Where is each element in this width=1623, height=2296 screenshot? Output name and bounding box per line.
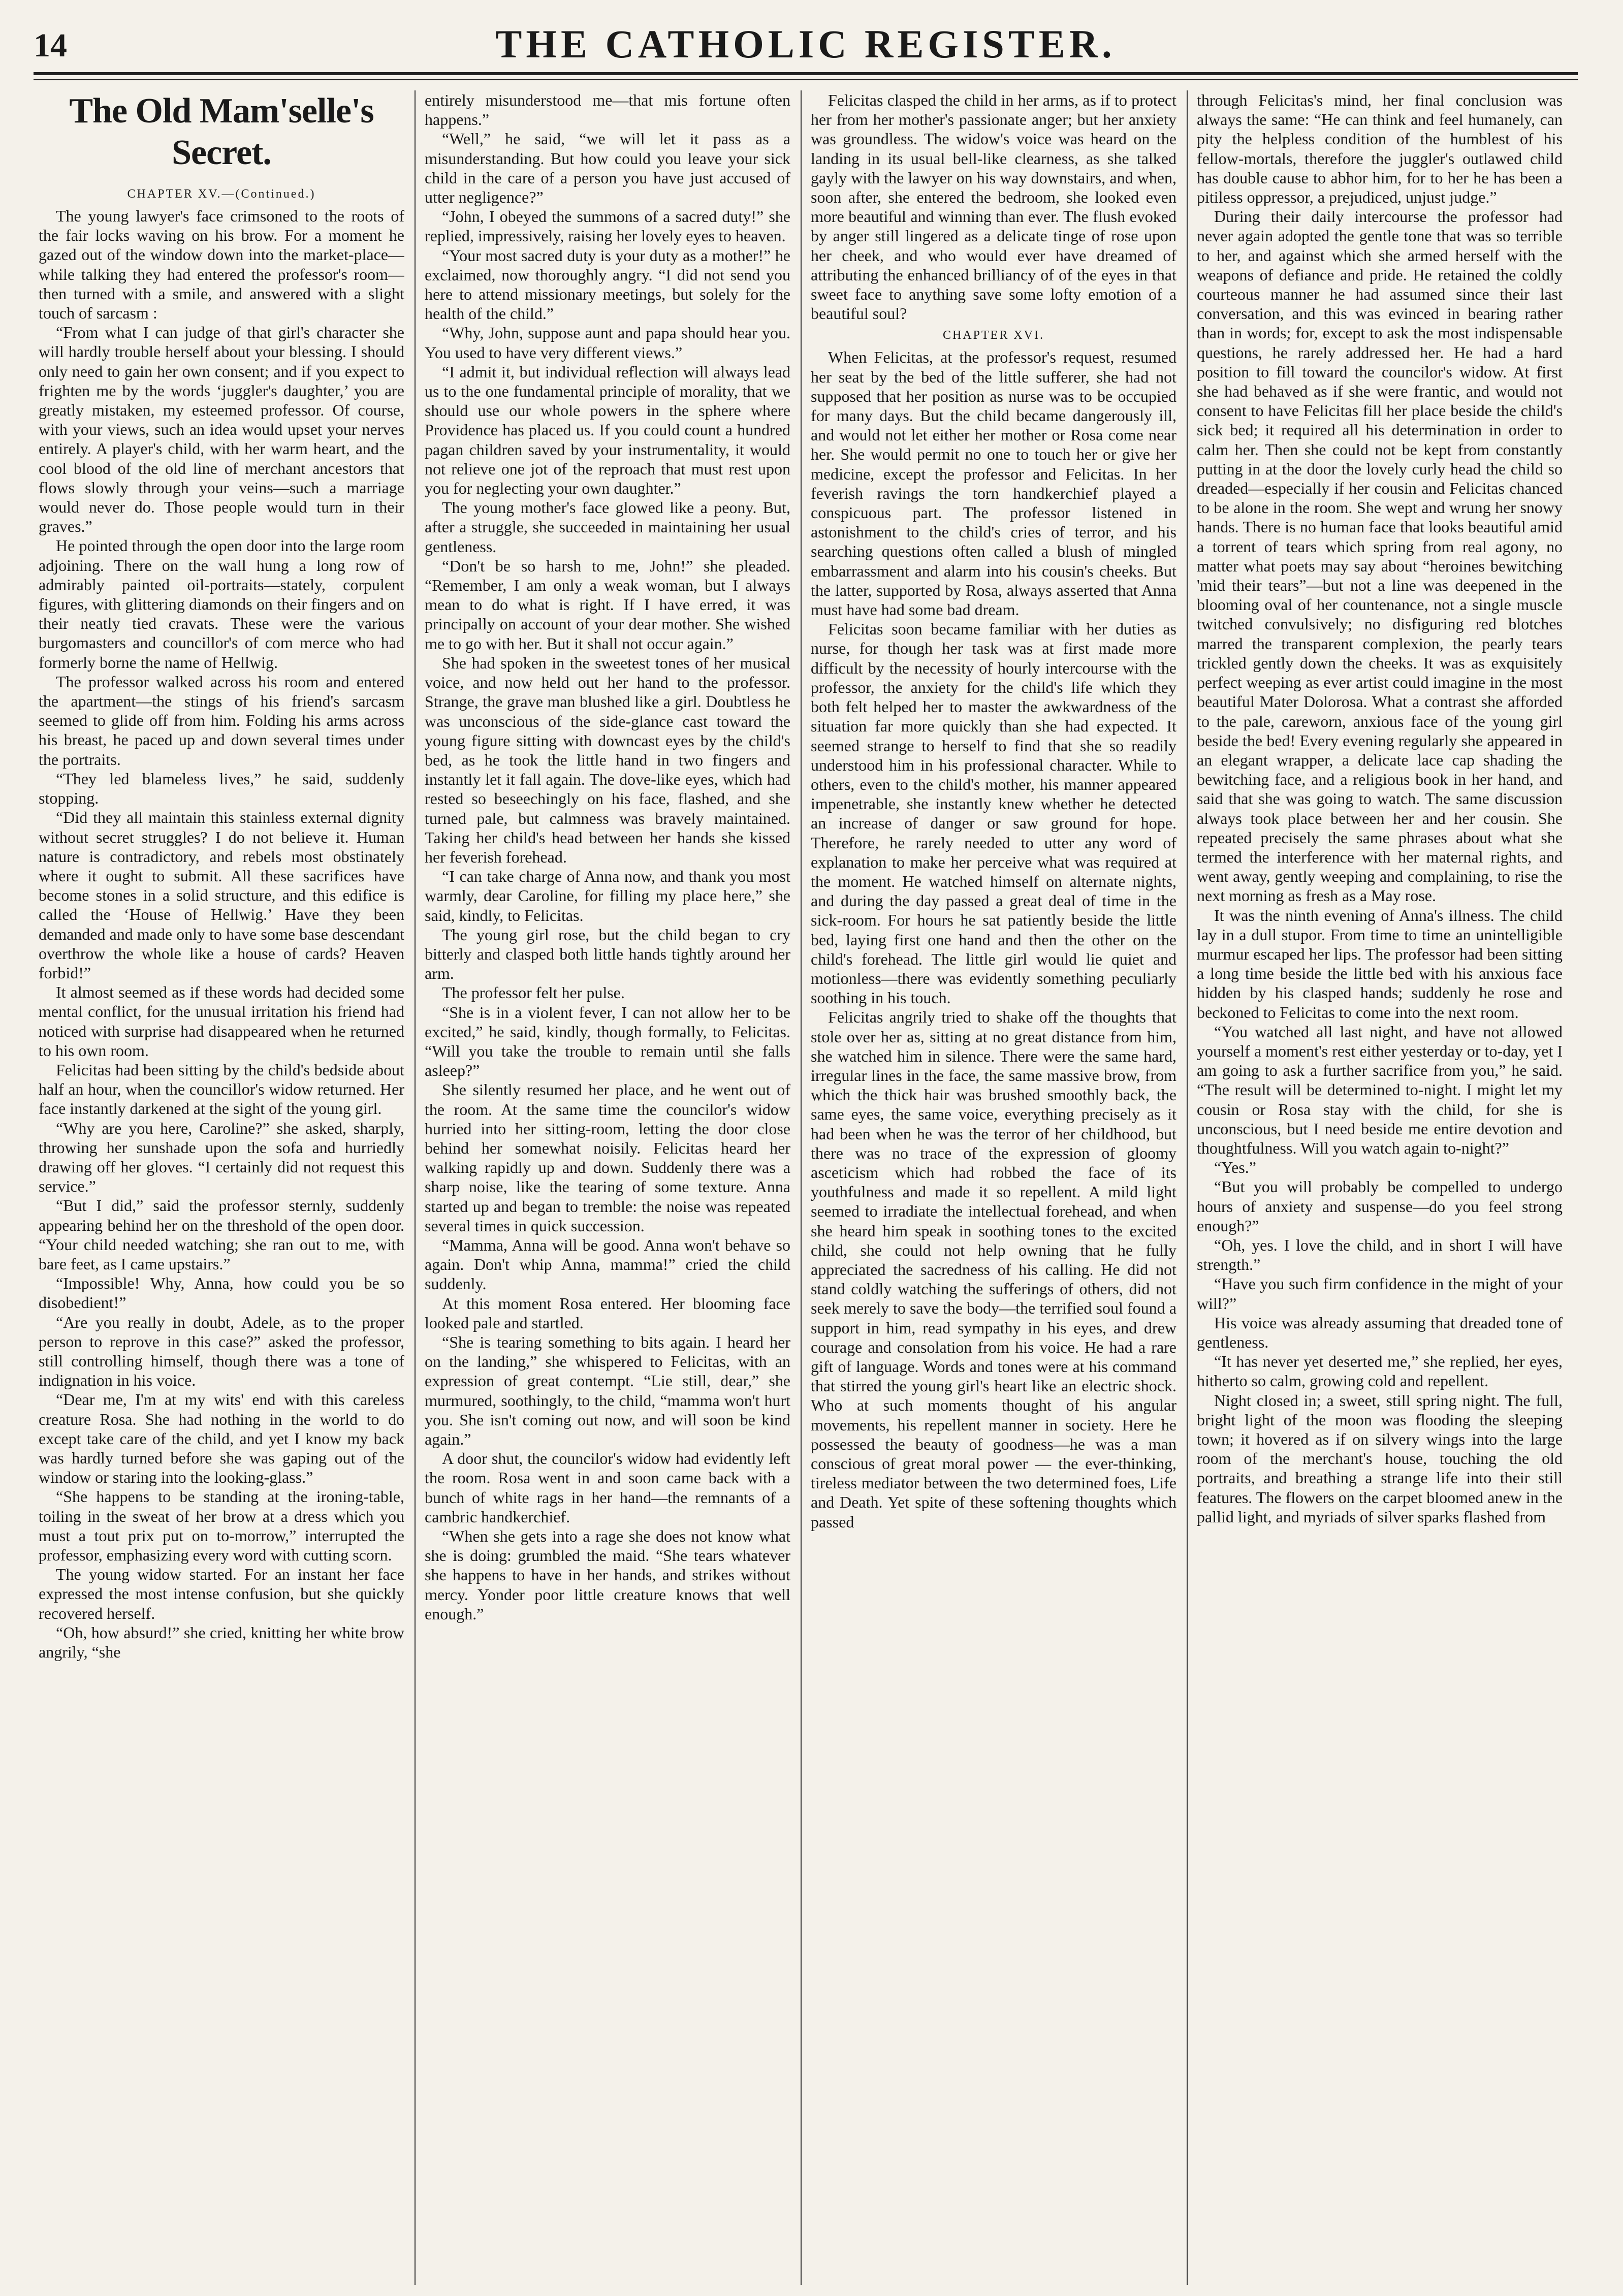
paragraph: Night closed in; a sweet, still spring night. The full, bright light of the moon was flooding the sleeping town; it hovered as if on silvery wings into the large room of the merchant's house, touching the old portraits, and breathing a strange life into their still features. The flowers on the carpet bloomed anew in the pallid light, and myriads of silver sparks flashed from — [1197, 1391, 1563, 1526]
paragraph: The young girl rose, but the child began to cry bitterly and clasped both little hands tightly around her arm. — [425, 925, 790, 983]
paragraph: “Why are you here, Caroline?” she asked, sharply, throwing her sunshade upon the sofa and hurriedly drawing off her gloves. “I certainly did not request this service.” — [39, 1119, 404, 1196]
chapter-heading: CHAPTER XVI. — [942, 329, 1044, 342]
paragraph: “Oh, how absurd!” she cried, knitting her white brow angrily, “she — [39, 1623, 404, 1662]
paragraph: It almost seemed as if these words had decided some mental conflict, for the unusual irritation his friend had noticed with surprise had disappeared when he returned to his own room. — [39, 983, 404, 1060]
paragraph: He pointed through the open door into the large room adjoining. There on the wall hung a long row of admirably painted oil-portraits—stately, corpulent figures, with glittering diamonds on their fingers and on their neatly tied cravats. These were the various burgomasters and councillor's of com merce who had formerly borne the name of Hellwig. — [39, 536, 404, 672]
page-header — [34, 18, 1578, 71]
paragraph: It was the ninth evening of Anna's illness. The child lay in a dull stupor. From time to time an unintelligible murmur escaped her lips. The professor had been sitting a long time beside the little bed with his anxious face hidden by his clasped hands; suddenly he rose and beckoned to Felicitas to come into the next room. — [1197, 906, 1563, 1022]
paragraph: When Felicitas, at the professor's request, resumed her seat by the bed of the little sufferer, she had not supposed that her position as nurse was to be occupied for many days. But the child became dangerously ill, and would not let either her mother or Rosa come near her. She would permit no one to touch her or give her medicine, except the professor and Felicitas. In her feverish ravings the torn handkerchief played a conspicuous part. The professor listened in astonishment to the child's cries of terror, and his searching questions often called a blush of mingled embarrassment and alarm into his cousin's cheeks. But the latter, supported by Rosa, always asserted that Anna must have had some bad dream. — [811, 348, 1176, 619]
paragraph: His voice was already assuming that dreaded tone of gentleness. — [1197, 1313, 1563, 1351]
paragraph: The young lawyer's face crimsoned to the roots of the fair locks waving on his brow. For a moment he gazed out of the window down into the market-place—while talking they had entered the professor's room—then turned with a smile, and answered with a slight touch of sarcasm : — [39, 207, 404, 323]
paragraph: “Why, John, suppose aunt and papa should hear you. You used to have very different views.” — [425, 324, 790, 362]
paragraph: “It has never yet deserted me,” she replied, her eyes, hitherto so calm, growing cold and repellent. — [1197, 1352, 1563, 1390]
paragraph: through Felicitas's mind, her final conclusion was always the same: “He can think and feel humanely, can pity the helpless condition of the humblest of his fellow-mortals, therefore the juggler's outlawed child has double cause to abhor him, for to her he has been a pitiless oppressor, a prejudiced, unjust judge.” — [1197, 91, 1563, 207]
paragraph: “Did they all maintain this stainless external dignity without secret struggles? I do not believe it. Human nature is contradictory, and rebels most obstinately where it ought to submit. All these sacrifices have become stones in a solid structure, and this edifice is called the ‘House of Hellwig.’ Have they been demanded and made only to have some base descendant overthrow the whole like a house of cards? Heaven forbid!” — [39, 808, 404, 982]
column-divider — [801, 90, 802, 2285]
newspaper-title: THE CATHOLIC REGISTER. — [495, 22, 1116, 66]
paragraph: “You watched all last night, and have not allowed yourself a moment's rest either yesterday or to-day, yet I am going to ask a further sacrifice from you,” he said. “The result will be determined to-night. I might let my cousin or Rosa stay with the child, for she is unconscious, but I need beside me entire devotion and thoughtfulness. Will you watch again to-night?” — [1197, 1022, 1563, 1157]
paragraph: “But you will probably be compelled to undergo hours of anxiety and suspense—do you feel strong enough?” — [1197, 1177, 1563, 1235]
paragraph: The young widow started. For an instant her face expressed the most intense confusion, but she quickly recovered herself. — [39, 1565, 404, 1622]
paragraph: Felicitas clasped the child in her arms, as if to protect her from her mother's passionate anger; but her anxiety was groundless. The widow's voice was heard on the landing in its usual bell-like clearness, as she talked gayly with the lawyer on his way downstairs, and when, soon after, she entered the bedroom, she looked even more beautiful and winning than ever. The flush evoked by anger still lingered as a delicate tinge of rose upon her cheek, and who would ever have dreamed of attributing the enhanced brilliancy of of the eyes in that sweet face to anything save some lofty emotion of a beautiful soul? — [811, 91, 1176, 323]
paragraph: “Are you really in doubt, Adele, as to the proper person to reprove in this case?” asked the professor, still controlling himself, though there was a tone of indignation in his voice. — [39, 1313, 404, 1390]
paragraph: entirely misunderstood me—that mis fortune often happens.” — [425, 91, 790, 129]
paragraph: “I can take charge of Anna now, and thank you most warmly, dear Caroline, for filling my place here,” she said, kindly, to Felicitas. — [425, 867, 790, 924]
paragraph: “I admit it, but individual reflection will always lead us to the one fundamental principle of morality, that we should use our whole powers in the sphere where Providence has placed us. If you could count a hundred pagan children saved by your instrumentality, it would not relieve one jot of the reproach that must rest upon you for neglecting your own daughter.” — [425, 362, 790, 498]
paragraph: “She is tearing something to bits again. I heard her on the landing,” she whispered to Felicitas, with an expression of great contempt. “Lie still, dear,” she murmured, soothingly, to the child, “mamma won't hurt you. She isn't coming out now, and will soon be kind again.” — [425, 1333, 790, 1449]
column-4 — [1197, 90, 1563, 2285]
paragraph: “When she gets into a rage she does not know what she is doing: grumbled the maid. “She tears whatever she happens to have in her hands, and strikes without mercy. Yonder poor little creature knows that well enough.” — [425, 1527, 790, 1623]
chapter-heading: CHAPTER XV.—(Continued.) — [127, 187, 316, 201]
paragraph: “Mamma, Anna will be good. Anna won't behave so again. Don't whip Anna, mamma!” cried the child suddenly. — [425, 1235, 790, 1293]
header-rule — [34, 72, 1578, 75]
page-number: 14 — [34, 27, 67, 64]
paragraph: “Well,” he said, “we will let it pass as a misunderstanding. But how could you leave your sick child in the care of a person you have just accused of utter negligence?” — [425, 130, 790, 207]
paragraph: A door shut, the councilor's widow had evidently left the room. Rosa went in and soon came back with a bunch of white rags in her hand—the remnants of a cambric handkerchief. — [425, 1449, 790, 1526]
paragraph: She had spoken in the sweetest tones of her musical voice, and now held out her hand to the professor. Strange, the grave man blushed like a girl. Doubtless he was unconscious of the side-glance cast toward the young figure sitting with downcast eyes by the child's bed, as he took the little hand in two fingers and instantly let it fall again. The dove-like eyes, which had rested so beseechingly on his face, flashed, and she turned pale, but calmness was bravely maintained. Taking her child's head between her hands she kissed her feverish forehead. — [425, 653, 790, 866]
paragraph: “Impossible! Why, Anna, how could you be so disobedient!” — [39, 1274, 404, 1312]
column-divider — [415, 90, 416, 2285]
column-2 — [425, 90, 790, 2285]
paragraph: “Have you such firm confidence in the might of your will?” — [1197, 1274, 1563, 1313]
column-1 — [39, 90, 404, 2285]
paragraph: “She happens to be standing at the ironing-table, toiling in the sweat of her brow at a dress which you must a tout prix put on to-morrow,” interrupted the professor, emphasizing every word with cutting scorn. — [39, 1487, 404, 1565]
paragraph: “From what I can judge of that girl's character she will hardly trouble herself about your blessing. I should only need to gain her own consent; and if you expect to frighten me by the words ‘juggler's daughter,’ you are greatly mistaken, my esteemed professor. Of course, with your views, such an idea would upset your nerves entirely. A player's child, with her warm heart, and the cool blood of the old line of merchant ancestors that flows slowly through your veins—such a marriage would never do. Those people would turn in their graves.” — [39, 323, 404, 536]
paragraph: “Your most sacred duty is your duty as a mother!” he exclaimed, now thoroughly angry. “I did not send you here to attend missionary meetings, but solely for the health of the child.” — [425, 246, 790, 323]
paragraph: “Yes.” — [1214, 1158, 1256, 1177]
paragraph: The professor walked across his room and entered the apartment—the stings of his friend's sarcasm seemed to glide off from him. Folding his arms across his breast, he paced up and down several times under the portraits. — [39, 672, 404, 769]
paragraph: Felicitas had been sitting by the child's bedside about half an hour, when the councillor's widow returned. Her face instantly darkened at the sight of the young girl. — [39, 1060, 404, 1118]
header-rule-thin — [34, 79, 1578, 80]
paragraph: She silently resumed her place, and he went out of the room. At the same time the councilor's widow hurried into her sitting-room, letting the door close behind her somewhat noisily. Felicitas heard her walking rapidly up and down. Suddenly there was a sharp noise, like the tearing of some texture. Anna started up and began to tremble: the noise was repeated several times in quick succession. — [425, 1080, 790, 1235]
paragraph: “Dear me, I'm at my wits' end with this careless creature Rosa. She had nothing in the world to do except take care of the child, and yet I know my back was hardly turned before she was gaping out of the window or staring into the looking-glass.” — [39, 1390, 404, 1487]
paragraph: “John, I obeyed the summons of a sacred duty!” she replied, impressively, raising her lovely eyes to heaven. — [425, 207, 790, 245]
paragraph: “But I did,” said the professor sternly, suddenly appearing behind her on the threshold of the open door. “Your child needed watching; she ran out to me, with bare feet, as I came upstairs.” — [39, 1196, 404, 1273]
paragraph: At this moment Rosa entered. Her blooming face looked pale and startled. — [425, 1294, 790, 1332]
paragraph: The young mother's face glowed like a peony. But, after a struggle, she succeeded in maintaining her usual gentleness. — [425, 498, 790, 556]
paragraph: “They led blameless lives,” he said, suddenly stopping. — [39, 769, 404, 808]
paragraph: Felicitas angrily tried to shake off the thoughts that stole over her as, sitting at no great distance from him, she watched him in silence. There were the same hard, irregular lines in the face, the same massive brow, from which the thick hair was brushed smoothly back, the same eyes, the same voice, everything precisely as it had been when he was the terror of her childhood, but there was no trace of the expression of gloomy asceticism which had robbed the face of its youthfulness and made it so repellent. A mild light seemed to irradiate the intellectual forehead, and when she heard him speak in soothing tones to the excited child, she could not help owning that he fully appreciated the sacredness of his calling. He did not stand coldly watching the sufferings of others, did not seek merely to save the body—the terrified soul found a support in him, read sympathy in his eyes, and drew courage and consolation from his voice. He had a rare gift of language. Words and tones were at his command that stirred the young girl's heart like an electric shock. Who at such moments thought of his angular movements, his repellent manner in society. Here he possessed the beauty of goodness—he was a man conscious of great moral power — the ever-thinking, tireless mediator between the two determined foes, Life and Death. Yet spite of these softening thoughts which passed — [811, 1008, 1176, 1531]
column-3 — [811, 90, 1176, 2285]
paragraph: “She is in a violent fever, I can not allow her to be excited,” he said, kindly, though formally, to Felicitas. “Will you take the trouble to remain until she falls asleep?” — [425, 1003, 790, 1080]
column-divider — [1187, 90, 1188, 2285]
story-title: The Old Mam'selle's Secret. — [69, 91, 374, 172]
paragraph: “Don't be so harsh to me, John!” she pleaded. “Remember, I am only a weak woman, but I always mean to do what is right. If I have erred, it was principally on account of your dear mother. She wished me to go with her. But it shall not occur again.” — [425, 556, 790, 653]
paragraph: “Oh, yes. I love the child, and in short I will have strength.” — [1197, 1235, 1563, 1274]
paragraph: During their daily intercourse the professor had never again adopted the gentle tone that was so terrible to her, and against which she armed herself with the weapons of defiance and pride. He retained the coldly courteous manner he had assumed since their last conversation, and this was evinced in bearing rather than in words; for, except to ask the most indispensable questions, he rarely addressed her. He had a hard position to fill toward the councilor's widow. At first she had behaved as if she were frantic, and would not consent to have Felicitas fill her place beside the child's sick bed; it required all his determination in order to calm her. Then she could not be kept from constantly putting in at the door the lovely curly head the child so dreaded—especially if her cousin and Felicitas chanced to be alone in the room. She wept and wrung her snowy hands. There is no human face that looks beautiful amid a torrent of tears which spring from real agony, no matter what poets may say about “heroines bewitching 'mid their tears”—but not a line was deepened in the blooming oval of her countenance, not a single muscle twitched convulsively; no disfiguring red blotches marred the transparent complexion, the pearly tears trickled gently down the cheeks. It was as exquisitely perfect weeping as ever artist could imagine in the most beautiful Mater Dolorosa. What a contrast she afforded to the pale, careworn, anxious face of the young girl beside the bed! Every evening regularly she appeared in an elegant wrapper, a delicate lace cap shading the bewitching face, and a religious book in her hand, and said that she was going to watch. The same discussion always took place between her and her cousin. She repeated precisely the same phrases about what she termed the interference with her maternal rights, and went away, gently weeping and complaining, to rise the next morning as fresh as a May rose. — [1197, 207, 1563, 905]
paragraph: Felicitas soon became familiar with her duties as nurse, for though her task was at first made more difficult by the necessity of hourly intercourse with the professor, the anxiety for the child's life which they both felt helped her to master the awkwardness of the situation far more quickly than she had expected. It seemed strange to herself to find that she so readily understood him in his professional character. While to others, even to the child's mother, his manner appeared impenetrable, she instantly knew whether he detected an increase of danger or saw ground for hope. Therefore, he rarely needed to utter any word of explanation to make her perceive what was required at the moment. He watched himself on alternate nights, and during the day passed a great deal of time in the sick-room. For hours he sat patiently beside the little bed, laying first one hand and then the other on the child's forehead. The little girl would lie quiet and motionless—there was evidently something peculiarly soothing in his touch. — [811, 620, 1176, 1007]
paragraph: The professor felt her pulse. — [442, 983, 625, 1002]
